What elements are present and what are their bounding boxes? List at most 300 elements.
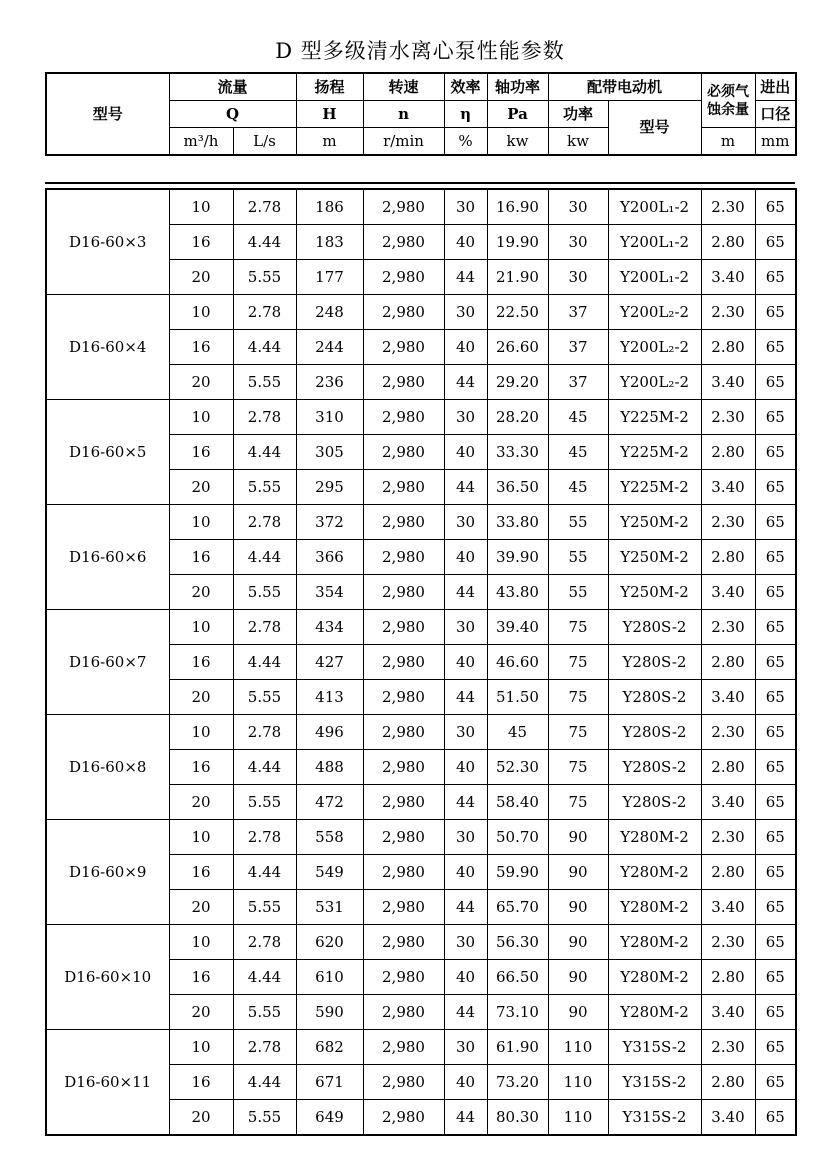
cell-q_m3h: 16 xyxy=(169,750,233,785)
cell-efficiency_pct: 30 xyxy=(444,925,487,960)
col-header-port-line1: 进出 xyxy=(755,73,796,101)
cell-npsh_m: 2.80 xyxy=(701,330,755,365)
cell-npsh_m: 2.80 xyxy=(701,645,755,680)
symbol-pa: Pa xyxy=(487,101,548,128)
cell-q_m3h: 20 xyxy=(169,785,233,820)
cell-shaft_power_kw: 21.90 xyxy=(487,260,548,295)
symbol-head-h: H xyxy=(296,101,363,128)
cell-motor_model: Y200L₁-2 xyxy=(608,225,701,260)
cell-shaft_power_kw: 16.90 xyxy=(487,189,548,225)
cell-q_ls: 5.55 xyxy=(233,365,296,400)
cell-head_m: 549 xyxy=(296,855,363,890)
cell-q_ls: 5.55 xyxy=(233,470,296,505)
cell-npsh_m: 3.40 xyxy=(701,260,755,295)
unit-npsh-m: m xyxy=(701,128,755,156)
cell-npsh_m: 3.40 xyxy=(701,680,755,715)
cell-q_ls: 5.55 xyxy=(233,995,296,1030)
cell-motor_power_kw: 75 xyxy=(548,750,608,785)
cell-motor_power_kw: 30 xyxy=(548,189,608,225)
cell-motor_model: Y280M-2 xyxy=(608,960,701,995)
cell-motor_power_kw: 75 xyxy=(548,785,608,820)
cell-efficiency_pct: 40 xyxy=(444,1065,487,1100)
cell-q_ls: 4.44 xyxy=(233,855,296,890)
cell-shaft_power_kw: 65.70 xyxy=(487,890,548,925)
cell-shaft_power_kw: 59.90 xyxy=(487,855,548,890)
table-row xyxy=(46,295,796,330)
cell-q_ls: 2.78 xyxy=(233,505,296,540)
cell-speed_rpm: 2,980 xyxy=(363,435,444,470)
cell-motor_model: Y225M-2 xyxy=(608,470,701,505)
cell-efficiency_pct: 30 xyxy=(444,295,487,330)
cell-q_ls: 2.78 xyxy=(233,715,296,750)
cell-motor_model: Y200L₁-2 xyxy=(608,189,701,225)
unit-percent: % xyxy=(444,128,487,156)
cell-motor_model: Y280S-2 xyxy=(608,715,701,750)
cell-efficiency_pct: 40 xyxy=(444,330,487,365)
cell-port_mm: 65 xyxy=(755,540,796,575)
cell-pump-model: D16-60×4 xyxy=(46,295,169,400)
cell-motor_power_kw: 30 xyxy=(548,260,608,295)
cell-q_ls: 2.78 xyxy=(233,1030,296,1065)
cell-q_ls: 5.55 xyxy=(233,890,296,925)
cell-motor_power_kw: 90 xyxy=(548,995,608,1030)
cell-npsh_m: 2.30 xyxy=(701,610,755,645)
unit-head-m: m xyxy=(296,128,363,156)
cell-q_m3h: 10 xyxy=(169,715,233,750)
cell-q_m3h: 16 xyxy=(169,855,233,890)
col-header-port-line2: 口径 xyxy=(755,101,796,128)
symbol-speed-n: n xyxy=(363,101,444,128)
col-header-pump-model: 型号 xyxy=(46,73,169,155)
cell-efficiency_pct: 40 xyxy=(444,960,487,995)
cell-efficiency_pct: 30 xyxy=(444,400,487,435)
cell-efficiency_pct: 40 xyxy=(444,750,487,785)
cell-motor_power_kw: 55 xyxy=(548,505,608,540)
cell-head_m: 248 xyxy=(296,295,363,330)
cell-q_ls: 2.78 xyxy=(233,189,296,225)
table-row xyxy=(46,925,796,960)
cell-pump-model: D16-60×7 xyxy=(46,610,169,715)
unit-port-mm: mm xyxy=(755,128,796,156)
cell-speed_rpm: 2,980 xyxy=(363,820,444,855)
cell-speed_rpm: 2,980 xyxy=(363,225,444,260)
cell-port_mm: 65 xyxy=(755,505,796,540)
cell-q_m3h: 10 xyxy=(169,925,233,960)
cell-motor_model: Y280M-2 xyxy=(608,855,701,890)
cell-q_ls: 4.44 xyxy=(233,645,296,680)
cell-speed_rpm: 2,980 xyxy=(363,890,444,925)
unit-m3h: m³/h xyxy=(169,128,233,156)
header-row-1 xyxy=(46,73,796,101)
table-row xyxy=(46,715,796,750)
cell-pump-model: D16-60×6 xyxy=(46,505,169,610)
col-header-head: 扬程 xyxy=(296,73,363,101)
cell-npsh_m: 3.40 xyxy=(701,995,755,1030)
cell-speed_rpm: 2,980 xyxy=(363,470,444,505)
cell-q_m3h: 20 xyxy=(169,680,233,715)
cell-port_mm: 65 xyxy=(755,925,796,960)
cell-speed_rpm: 2,980 xyxy=(363,189,444,225)
cell-npsh_m: 2.30 xyxy=(701,925,755,960)
cell-head_m: 590 xyxy=(296,995,363,1030)
cell-motor_model: Y200L₂-2 xyxy=(608,295,701,330)
col-header-speed: 转速 xyxy=(363,73,444,101)
cell-motor_model: Y315S-2 xyxy=(608,1065,701,1100)
cell-speed_rpm: 2,980 xyxy=(363,400,444,435)
table-row xyxy=(46,400,796,435)
cell-port_mm: 65 xyxy=(755,225,796,260)
cell-q_m3h: 16 xyxy=(169,960,233,995)
cell-efficiency_pct: 30 xyxy=(444,189,487,225)
cell-motor_power_kw: 37 xyxy=(548,295,608,330)
cell-speed_rpm: 2,980 xyxy=(363,960,444,995)
cell-pump-model: D16-60×10 xyxy=(46,925,169,1030)
cell-motor_model: Y280M-2 xyxy=(608,890,701,925)
cell-shaft_power_kw: 46.60 xyxy=(487,645,548,680)
cell-head_m: 558 xyxy=(296,820,363,855)
cell-q_m3h: 10 xyxy=(169,400,233,435)
cell-q_m3h: 16 xyxy=(169,435,233,470)
cell-efficiency_pct: 44 xyxy=(444,575,487,610)
cell-efficiency_pct: 44 xyxy=(444,365,487,400)
cell-speed_rpm: 2,980 xyxy=(363,575,444,610)
cell-speed_rpm: 2,980 xyxy=(363,995,444,1030)
cell-motor_power_kw: 55 xyxy=(548,575,608,610)
cell-shaft_power_kw: 52.30 xyxy=(487,750,548,785)
cell-efficiency_pct: 40 xyxy=(444,645,487,680)
cell-q_ls: 4.44 xyxy=(233,960,296,995)
header-table xyxy=(45,72,797,156)
cell-q_ls: 2.78 xyxy=(233,295,296,330)
cell-q_m3h: 20 xyxy=(169,995,233,1030)
cell-q_ls: 4.44 xyxy=(233,225,296,260)
cell-motor_power_kw: 75 xyxy=(548,645,608,680)
cell-head_m: 186 xyxy=(296,189,363,225)
cell-motor_model: Y280M-2 xyxy=(608,820,701,855)
cell-pump-model: D16-60×3 xyxy=(46,189,169,295)
cell-port_mm: 65 xyxy=(755,855,796,890)
cell-shaft_power_kw: 51.50 xyxy=(487,680,548,715)
cell-speed_rpm: 2,980 xyxy=(363,330,444,365)
cell-motor_model: Y280M-2 xyxy=(608,925,701,960)
cell-head_m: 236 xyxy=(296,365,363,400)
cell-motor_model: Y280S-2 xyxy=(608,610,701,645)
cell-shaft_power_kw: 39.40 xyxy=(487,610,548,645)
cell-npsh_m: 2.30 xyxy=(701,189,755,225)
cell-shaft_power_kw: 80.30 xyxy=(487,1100,548,1136)
cell-q_ls: 4.44 xyxy=(233,540,296,575)
cell-efficiency_pct: 30 xyxy=(444,715,487,750)
cell-motor_model: Y315S-2 xyxy=(608,1100,701,1136)
cell-head_m: 531 xyxy=(296,890,363,925)
col-header-motor-model: 型号 xyxy=(608,101,701,156)
cell-shaft_power_kw: 56.30 xyxy=(487,925,548,960)
cell-efficiency_pct: 30 xyxy=(444,820,487,855)
unit-ls: L/s xyxy=(233,128,296,156)
col-header-motor: 配带电动机 xyxy=(548,73,701,101)
table-row xyxy=(46,820,796,855)
cell-q_m3h: 20 xyxy=(169,470,233,505)
cell-shaft_power_kw: 73.20 xyxy=(487,1065,548,1100)
cell-motor_power_kw: 37 xyxy=(548,365,608,400)
cell-shaft_power_kw: 58.40 xyxy=(487,785,548,820)
cell-shaft_power_kw: 36.50 xyxy=(487,470,548,505)
cell-speed_rpm: 2,980 xyxy=(363,295,444,330)
cell-port_mm: 65 xyxy=(755,890,796,925)
cell-speed_rpm: 2,980 xyxy=(363,715,444,750)
cell-q_ls: 4.44 xyxy=(233,330,296,365)
cell-efficiency_pct: 40 xyxy=(444,855,487,890)
cell-pump-model: D16-60×11 xyxy=(46,1030,169,1136)
cell-speed_rpm: 2,980 xyxy=(363,925,444,960)
cell-q_m3h: 16 xyxy=(169,645,233,680)
cell-motor_model: Y200L₂-2 xyxy=(608,330,701,365)
cell-motor_model: Y280S-2 xyxy=(608,645,701,680)
cell-speed_rpm: 2,980 xyxy=(363,365,444,400)
cell-speed_rpm: 2,980 xyxy=(363,540,444,575)
cell-port_mm: 65 xyxy=(755,610,796,645)
cell-q_ls: 4.44 xyxy=(233,1065,296,1100)
cell-shaft_power_kw: 50.70 xyxy=(487,820,548,855)
cell-speed_rpm: 2,980 xyxy=(363,505,444,540)
cell-port_mm: 65 xyxy=(755,680,796,715)
cell-q_m3h: 10 xyxy=(169,189,233,225)
cell-shaft_power_kw: 28.20 xyxy=(487,400,548,435)
cell-q_ls: 4.44 xyxy=(233,750,296,785)
cell-npsh_m: 3.40 xyxy=(701,470,755,505)
cell-q_m3h: 20 xyxy=(169,575,233,610)
cell-efficiency_pct: 44 xyxy=(444,785,487,820)
cell-motor_model: Y315S-2 xyxy=(608,1030,701,1065)
cell-shaft_power_kw: 39.90 xyxy=(487,540,548,575)
cell-port_mm: 65 xyxy=(755,750,796,785)
cell-port_mm: 65 xyxy=(755,260,796,295)
table-row xyxy=(46,610,796,645)
cell-port_mm: 65 xyxy=(755,995,796,1030)
cell-port_mm: 65 xyxy=(755,400,796,435)
cell-motor_power_kw: 90 xyxy=(548,960,608,995)
cell-head_m: 649 xyxy=(296,1100,363,1136)
cell-port_mm: 65 xyxy=(755,189,796,225)
cell-motor_model: Y280S-2 xyxy=(608,680,701,715)
cell-q_m3h: 10 xyxy=(169,295,233,330)
cell-port_mm: 65 xyxy=(755,470,796,505)
cell-head_m: 177 xyxy=(296,260,363,295)
cell-motor_power_kw: 90 xyxy=(548,890,608,925)
cell-efficiency_pct: 44 xyxy=(444,470,487,505)
cell-npsh_m: 3.40 xyxy=(701,575,755,610)
cell-npsh_m: 3.40 xyxy=(701,785,755,820)
cell-q_m3h: 20 xyxy=(169,1100,233,1136)
cell-shaft_power_kw: 26.60 xyxy=(487,330,548,365)
cell-npsh_m: 2.80 xyxy=(701,435,755,470)
cell-port_mm: 65 xyxy=(755,1030,796,1065)
cell-head_m: 366 xyxy=(296,540,363,575)
cell-head_m: 610 xyxy=(296,960,363,995)
cell-shaft_power_kw: 45 xyxy=(487,715,548,750)
cell-port_mm: 65 xyxy=(755,295,796,330)
cell-head_m: 488 xyxy=(296,750,363,785)
cell-head_m: 427 xyxy=(296,645,363,680)
col-header-efficiency: 效率 xyxy=(444,73,487,101)
cell-npsh_m: 2.80 xyxy=(701,750,755,785)
cell-q_ls: 5.55 xyxy=(233,1100,296,1136)
col-header-shaft-power: 轴功率 xyxy=(487,73,548,101)
cell-q_m3h: 16 xyxy=(169,225,233,260)
cell-port_mm: 65 xyxy=(755,960,796,995)
body-table-wrapper xyxy=(45,182,795,1136)
cell-motor_model: Y200L₁-2 xyxy=(608,260,701,295)
cell-npsh_m: 2.30 xyxy=(701,295,755,330)
cell-speed_rpm: 2,980 xyxy=(363,680,444,715)
cell-port_mm: 65 xyxy=(755,715,796,750)
cell-motor_model: Y280S-2 xyxy=(608,750,701,785)
cell-q_ls: 2.78 xyxy=(233,925,296,960)
cell-motor_model: Y250M-2 xyxy=(608,505,701,540)
cell-npsh_m: 2.80 xyxy=(701,855,755,890)
cell-motor_power_kw: 90 xyxy=(548,925,608,960)
table-row xyxy=(46,1030,796,1065)
unit-motor-kw: kw xyxy=(548,128,608,156)
cell-npsh_m: 2.30 xyxy=(701,1030,755,1065)
cell-motor_model: Y280M-2 xyxy=(608,995,701,1030)
cell-motor_power_kw: 45 xyxy=(548,400,608,435)
cell-head_m: 620 xyxy=(296,925,363,960)
cell-motor_power_kw: 75 xyxy=(548,680,608,715)
cell-npsh_m: 2.30 xyxy=(701,400,755,435)
cell-port_mm: 65 xyxy=(755,645,796,680)
cell-efficiency_pct: 30 xyxy=(444,505,487,540)
cell-q_m3h: 20 xyxy=(169,260,233,295)
cell-efficiency_pct: 40 xyxy=(444,225,487,260)
cell-q_ls: 5.55 xyxy=(233,575,296,610)
cell-motor_power_kw: 45 xyxy=(548,435,608,470)
cell-head_m: 682 xyxy=(296,1030,363,1065)
cell-motor_power_kw: 110 xyxy=(548,1030,608,1065)
cell-port_mm: 65 xyxy=(755,1065,796,1100)
cell-shaft_power_kw: 43.80 xyxy=(487,575,548,610)
cell-q_ls: 5.55 xyxy=(233,680,296,715)
cell-motor_power_kw: 110 xyxy=(548,1065,608,1100)
pump-data-table xyxy=(45,188,797,1136)
cell-npsh_m: 2.80 xyxy=(701,960,755,995)
cell-speed_rpm: 2,980 xyxy=(363,1065,444,1100)
cell-pump-model: D16-60×9 xyxy=(46,820,169,925)
cell-shaft_power_kw: 33.30 xyxy=(487,435,548,470)
pump-table-body xyxy=(46,189,796,1135)
cell-q_m3h: 10 xyxy=(169,1030,233,1065)
cell-efficiency_pct: 44 xyxy=(444,680,487,715)
cell-efficiency_pct: 40 xyxy=(444,435,487,470)
symbol-flow-q: Q xyxy=(169,101,296,128)
cell-q_ls: 2.78 xyxy=(233,610,296,645)
cell-efficiency_pct: 44 xyxy=(444,260,487,295)
symbol-eta: η xyxy=(444,101,487,128)
cell-motor_power_kw: 90 xyxy=(548,820,608,855)
page-title: D 型多级清水离心泵性能参数 xyxy=(275,39,565,63)
col-header-npsh: 必须气蚀余量 xyxy=(701,73,755,128)
cell-q_m3h: 10 xyxy=(169,820,233,855)
cell-efficiency_pct: 44 xyxy=(444,890,487,925)
cell-npsh_m: 2.80 xyxy=(701,540,755,575)
table-row xyxy=(46,189,796,225)
cell-port_mm: 65 xyxy=(755,365,796,400)
cell-npsh_m: 3.40 xyxy=(701,365,755,400)
cell-port_mm: 65 xyxy=(755,1100,796,1136)
cell-speed_rpm: 2,980 xyxy=(363,1100,444,1136)
cell-efficiency_pct: 44 xyxy=(444,1100,487,1136)
cell-npsh_m: 3.40 xyxy=(701,890,755,925)
cell-npsh_m: 2.30 xyxy=(701,505,755,540)
cell-q_ls: 4.44 xyxy=(233,435,296,470)
cell-q_m3h: 20 xyxy=(169,890,233,925)
cell-q_ls: 5.55 xyxy=(233,785,296,820)
cell-q_ls: 2.78 xyxy=(233,400,296,435)
cell-motor_model: Y250M-2 xyxy=(608,575,701,610)
cell-head_m: 434 xyxy=(296,610,363,645)
cell-head_m: 354 xyxy=(296,575,363,610)
col-header-flow: 流量 xyxy=(169,73,296,101)
cell-q_m3h: 16 xyxy=(169,1065,233,1100)
cell-motor_model: Y225M-2 xyxy=(608,400,701,435)
cell-q_m3h: 10 xyxy=(169,505,233,540)
cell-pump-model: D16-60×8 xyxy=(46,715,169,820)
cell-head_m: 413 xyxy=(296,680,363,715)
cell-speed_rpm: 2,980 xyxy=(363,750,444,785)
cell-shaft_power_kw: 29.20 xyxy=(487,365,548,400)
cell-speed_rpm: 2,980 xyxy=(363,785,444,820)
cell-head_m: 310 xyxy=(296,400,363,435)
cell-motor_power_kw: 45 xyxy=(548,470,608,505)
cell-q_m3h: 10 xyxy=(169,610,233,645)
cell-motor_power_kw: 75 xyxy=(548,715,608,750)
cell-motor_model: Y250M-2 xyxy=(608,540,701,575)
cell-speed_rpm: 2,980 xyxy=(363,610,444,645)
cell-motor_model: Y280S-2 xyxy=(608,785,701,820)
cell-port_mm: 65 xyxy=(755,330,796,365)
unit-rmin: r/min xyxy=(363,128,444,156)
cell-motor_model: Y225M-2 xyxy=(608,435,701,470)
cell-q_ls: 2.78 xyxy=(233,820,296,855)
cell-port_mm: 65 xyxy=(755,785,796,820)
cell-head_m: 295 xyxy=(296,470,363,505)
cell-motor_power_kw: 90 xyxy=(548,855,608,890)
cell-shaft_power_kw: 73.10 xyxy=(487,995,548,1030)
document-content xyxy=(45,0,795,1136)
cell-q_m3h: 16 xyxy=(169,540,233,575)
cell-npsh_m: 2.80 xyxy=(701,1065,755,1100)
cell-shaft_power_kw: 22.50 xyxy=(487,295,548,330)
cell-q_m3h: 16 xyxy=(169,330,233,365)
cell-efficiency_pct: 30 xyxy=(444,1030,487,1065)
unit-shaft-kw: kw xyxy=(487,128,548,156)
cell-q_ls: 5.55 xyxy=(233,260,296,295)
cell-npsh_m: 3.40 xyxy=(701,1100,755,1136)
cell-head_m: 372 xyxy=(296,505,363,540)
cell-head_m: 472 xyxy=(296,785,363,820)
cell-shaft_power_kw: 66.50 xyxy=(487,960,548,995)
cell-efficiency_pct: 40 xyxy=(444,540,487,575)
cell-npsh_m: 2.80 xyxy=(701,225,755,260)
cell-head_m: 183 xyxy=(296,225,363,260)
cell-head_m: 244 xyxy=(296,330,363,365)
cell-q_m3h: 20 xyxy=(169,365,233,400)
cell-npsh_m: 2.30 xyxy=(701,820,755,855)
cell-shaft_power_kw: 61.90 xyxy=(487,1030,548,1065)
table-row xyxy=(46,505,796,540)
cell-speed_rpm: 2,980 xyxy=(363,855,444,890)
cell-shaft_power_kw: 33.80 xyxy=(487,505,548,540)
